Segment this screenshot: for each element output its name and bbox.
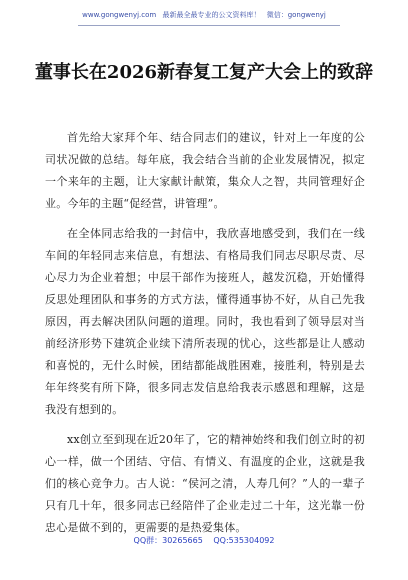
paragraph: 首先给大家拜个年、结合同志们的建议，针对上一年度的公司状况做的总结。每年底，我会结合当前的企业发展情况，拟定一个来年的主题，让大家献计献策，集众人之智，共同管理好企业。今年的主题“促经营，讲管理”。 — [45, 131, 365, 210]
header-tagline: 最新最全最专业的公文资料库！ — [162, 11, 261, 19]
page-footer — [0, 535, 408, 546]
paragraph: xx创立至到现在近20年了，它的精神始终和我们创立时的初心一样，做一个团结、守信、有情义、有温度的企业，这就是我们的核心竞争力。古人说：“侯河之清，人寿几何？”人的一辈子只有几十年，很多同志已经陪伴了企业走过二十年，这光靠一份忠心是做不到的，更需要的是热爱集体。 — [45, 433, 365, 534]
page-header — [0, 10, 408, 20]
header-site-link[interactable]: www.gongwenyj.com — [82, 11, 157, 19]
document-body — [45, 127, 365, 547]
document-title: 董事长在2026新春复工复产大会上的致辞 — [34, 62, 374, 83]
footer-qq-group: QQ群：30265665 — [133, 536, 203, 545]
footer-qq: QQ:535304092 — [213, 536, 275, 545]
header-divider — [78, 25, 340, 26]
paragraph: 在全体同志给我的一封信中，我欣喜地感受到，我们在一线车间的年轻同志来信息，有想法、有格局我们同志尽职尽责、尽心尽力为企业着想；中层干部作为接班人，越发沉稳，开始懂得反思处理团队和事务的方式方法，懂得通事协不好，从自己先我原因，再去解决团队问题的道理。同时，我也看到了领导层对当前经济形势下建筑企业续下清所表现的忧心，这些都是让人感动和喜悦的，无什么时候，团结都能战胜困难，接胜利，特别是去年年终奖有所下降，很多同志发信息给我表示感恩和理解，这是我没有想到的。 — [45, 227, 365, 416]
header-wechat: 微信：gongwenyj — [266, 11, 326, 19]
